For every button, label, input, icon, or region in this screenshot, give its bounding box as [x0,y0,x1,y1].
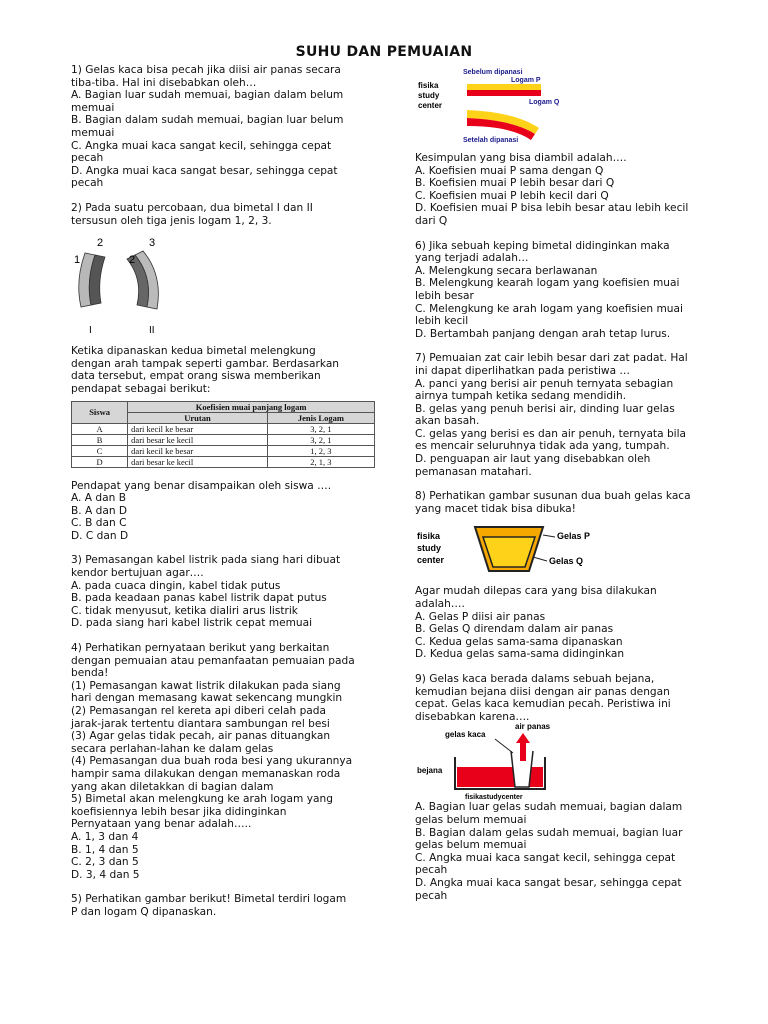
logo-fisika: fisika [417,531,441,542]
q5-option-d: D. Koefisien muai P bisa lebih besar atau lebih kecil [415,202,689,215]
cell-jenis: 3, 2, 1 [267,423,374,434]
cell-jenis: 2, 1, 3 [267,456,374,467]
q4-statement: koefisiennya lebih besar jika didinginkan [71,805,287,818]
glass-q [483,537,535,567]
question-7 [415,352,715,478]
q2-text: pendapat sebagai berikut: [71,382,211,395]
bimetal-strips-figure [71,231,191,339]
q2-option-b: B. A dan D [71,504,128,517]
q9-option-a: A. Bagian luar gelas sudah memuai, bagian dalam [415,801,683,814]
question-6 [415,240,715,341]
page-title: SUHU DAN PEMUAIAN [295,44,473,60]
glass-pointer [495,739,513,753]
glass-in-vessel-figure [415,721,565,801]
cell-urutan: dari kecil ke besar [128,445,268,456]
logam-q-label: Logam Q [529,99,560,106]
q7-option-c: C. gelas yang berisi es dan air penuh, ternyata bila [415,427,687,440]
q2-text: Ketika dipanaskan kedua bimetal melengkung [71,345,316,358]
q2-option-a: A. A dan B [71,492,126,505]
q6-option-b: B. Melengkung kearah logam yang koefisien muai [415,277,680,290]
q8-line: 8) Perhatikan gambar susunan dua buah gelas kaca [415,490,691,503]
label-1: 1 [74,254,81,267]
q8-question: adalah…. [415,598,465,611]
q4-statement: (4) Pemasangan dua buah roda besi yang ukurannya [71,755,353,768]
table-row [72,445,375,456]
q4-statement: yang akan diletakkan di bagian dalam [71,780,274,793]
q1-line: tiba-tiba. Hal ini disebabkan oleh… [71,76,257,89]
label-roman-1: I [89,325,92,337]
col-siswa-header: Siswa [72,401,128,423]
q4-question: Pernyataan yang benar adalah….. [71,818,252,831]
logo-fisikastudycenter: fisikastudycenter [465,794,523,802]
q8-line: yang macet tidak bisa dibuka! [415,502,576,515]
q4-statement: (1) Pemasangan kawat listrik dilakukan pada siang [71,679,341,692]
question-2 [71,202,371,543]
q9-option-a-cont: gelas belum memuai [415,813,527,826]
right-column [415,152,715,902]
pointer-p [543,535,555,537]
cell-urutan: dari kecil ke besar [128,423,268,434]
q6-option-a: A. Melengkung secara berlawanan [415,264,598,277]
q4-statement: hari dengan memasang kawat sekencang mungkin [71,692,343,705]
glass-q-label: Gelas Q [549,556,584,567]
q9-option-d-cont: pecah [415,889,448,902]
strip-before-p [467,84,541,90]
q9-option-d: D. Angka muai kaca sangat besar, sehingga cepat [415,876,682,889]
q7-option-b-cont: akan basah. [415,415,480,428]
cell-siswa: C [72,445,128,456]
q2-question: Pendapat yang benar disampaikan oleh siswa …. [71,479,332,492]
q1-line: 1) Gelas kaca bisa pecah jika diisi air panas secara [71,64,341,76]
cell-jenis: 3, 2, 1 [267,434,374,445]
vessel-label: bejana [417,766,443,776]
q7-line: ini dapat diperlihatkan pada peristiwa … [415,364,631,377]
strip-before-q [467,90,541,96]
logo-center: center [417,555,445,566]
cell-siswa: D [72,456,128,467]
q8-option-d: D. Kedua gelas sama-sama didinginkan [415,648,625,661]
q9-option-b: B. Bagian dalam gelas sudah memuai, bagian luar [415,826,683,839]
q7-option-c-cont: es mencair seluruhnya tidak ada yang, tumpah. [415,440,670,453]
q5-line: 5) Perhatikan gambar berikut! Bimetal terdiri logam [71,893,347,906]
q3-option-a: A. pada cuaca dingin, kabel tidak putus [71,579,281,592]
logam-p-label: Logam P [511,77,541,84]
bimetal-p-q-figure [415,64,560,144]
cell-urutan: dari besar ke kecil [128,456,268,467]
q5-line: P dan logam Q dipanaskan. [71,905,217,918]
after-heating-label: Setelah dipanasi [463,137,519,144]
question-8 [415,490,715,661]
q8-option-b: B. Gelas Q direndam dalam air panas [415,623,614,636]
q3-option-b: B. pada keadaan panas kabel listrik dapat putus [71,592,327,605]
q9-option-b-cont: gelas belum memuai [415,839,527,852]
q4-line: benda! [71,667,109,680]
glass-p-label: Gelas P [557,531,591,542]
q1-option-d: D. Angka muai kaca sangat besar, sehingga cepat [71,164,338,177]
cell-siswa: B [72,434,128,445]
q9-line: kemudian bejana diisi dengan air panas dengan [415,685,670,698]
before-heating-label: Sebelum dipanasi [463,69,523,76]
q9-option-c-cont: pecah [415,864,448,877]
col-group-header: Koefisien muai panjang logam [128,401,375,412]
q1-option-b-cont: memuai [71,126,115,139]
q9-option-c: C. Angka muai kaca sangat kecil, sehingga cepat [415,851,676,864]
q4-option-a: A. 1, 3 dan 4 [71,830,139,843]
table-row [72,423,375,434]
table-row [72,456,375,467]
q3-line: kendor bertujuan agar…. [71,567,204,580]
q7-option-a: A. panci yang berisi air penuh ternyata sebagian [415,377,674,390]
q3-line: 3) Pemasangan kabel listrik pada siang hari dibuat [71,554,341,567]
q4-statement: 5) Bimetal akan melengkung ke arah logam yang [71,793,333,806]
q6-line: yang terjadi adalah… [415,252,529,265]
q8-option-a: A. Gelas P diisi air panas [415,610,546,623]
label-3: 3 [149,237,156,250]
q2-line: tersusun oleh tiga jenis logam 1, 2, 3. [71,214,272,227]
col-jenis-header: Jenis Logam [267,412,374,423]
q5-option-a: A. Koefisien muai P sama dengan Q [415,164,604,177]
hot-water-label: air panas [515,722,551,732]
q7-option-a-cont: airnya tumpah ketika sedang mendidih. [415,390,627,403]
logo-study: study [418,91,440,100]
logo-study: study [417,543,442,554]
q2-text: data tersebut, empat orang siswa memberikan [71,370,321,383]
q7-option-d: D. penguapan air laut yang disebabkan oleh [415,453,651,466]
q2-line: 2) Pada suatu percobaan, dua bimetal I dan II [71,201,313,214]
col-urutan-header: Urutan [128,412,268,423]
q5-option-d-cont: dari Q [415,214,448,227]
left-column [71,64,371,919]
question-3 [71,554,371,630]
q7-option-d-cont: pemanasan matahari. [415,465,532,478]
q9-line: 9) Gelas kaca berada dalams sebuah bejana, [415,673,655,685]
stuck-glasses-figure [415,523,615,585]
label-2: 2 [97,237,104,250]
q5-option-b: B. Koefisien muai P lebih besar dari Q [415,177,615,190]
q1-option-a: A. Bagian luar sudah memuai, bagian dalam belum [71,89,344,102]
q1-option-c-cont: pecah [71,152,104,165]
q8-question: Agar mudah dilepas cara yang bisa dilakukan [415,585,657,598]
q1-option-b: B. Bagian dalam sudah memuai, bagian luar belum [71,114,344,127]
q4-option-c: C. 2, 3 dan 5 [71,856,139,869]
q7-option-b: B. gelas yang penuh berisi air, dinding luar gelas [415,402,675,415]
q4-line: dengan pemuaian atau pemanfaatan pemuaian pada [71,654,355,667]
logo-center: center [418,101,443,110]
q1-option-a-cont: memuai [71,101,115,114]
question-5 [71,893,371,918]
q1-option-c: C. Angka muai kaca sangat kecil, sehingga cepat [71,139,332,152]
q6-option-c-cont: lebih kecil [415,315,469,328]
q6-option-b-cont: lebih besar [415,289,474,302]
cell-jenis: 1, 2, 3 [267,445,374,456]
q4-statement: hampir sama dilakukan dengan memanaskan roda [71,767,341,780]
q2-option-d: D. C dan D [71,529,129,542]
logo-fisika: fisika [418,81,439,90]
question-4 [71,642,371,881]
student-opinion-table [71,401,375,468]
q4-statement: (2) Pemasangan rel kereta api diberi celah pada [71,705,327,717]
q5-question: Kesimpulan yang bisa diambil adalah…. [415,152,627,164]
question-1 [71,64,371,190]
q4-statement: jarak-jarak tertentu diantara sambungan rel besi [71,717,330,730]
q4-statement: (3) Agar gelas tidak pecah, air panas dituangkan [71,730,331,743]
q3-option-d: D. pada siang hari kabel listrik cepat memuai [71,617,313,630]
q7-line: 7) Pemuaian zat cair lebih besar dari zat padat. Hal [415,352,688,365]
table-row [72,434,375,445]
q8-option-c: C. Kedua gelas sama-sama dipanaskan [415,635,623,648]
q2-text: dengan arah tampak seperti gambar. Berdasarkan [71,357,340,370]
label-roman-2: II [149,325,155,337]
q1-option-d-cont: pecah [71,177,104,190]
q4-statement: secara perlahan-lahan ke dalam gelas [71,742,274,755]
pointer-q [533,557,547,561]
q9-line: cepat. Gelas kaca kemudian pecah. Peristiwa ini [415,698,671,711]
q3-option-c: C. tidak menyusut, ketika dialiri arus listrik [71,604,298,617]
q6-option-d: D. Bertambah panjang dengan arah tetap lurus. [415,327,671,340]
q5-option-c: C. Koefisien muai P lebih kecil dari Q [415,189,609,202]
q4-line: 4) Perhatikan pernyataan berikut yang berkaitan [71,642,330,655]
question-9 [415,673,715,902]
cell-urutan: dari besar ke kecil [128,434,268,445]
q2-option-c: C. B dan C [71,517,127,530]
q6-line: 6) Jika sebuah keping bimetal didinginkan maka [415,239,670,252]
q6-option-c: C. Melengkung ke arah logam yang koefisien muai [415,302,683,315]
cell-siswa: A [72,423,128,434]
glass-label: gelas kaca [445,730,486,740]
question-5-options [415,152,715,228]
q9-line: disebabkan karena…. [415,710,530,723]
q4-option-b: B. 1, 4 dan 5 [71,843,139,856]
q4-option-d: D. 3, 4 dan 5 [71,868,140,881]
label-2b: 2 [129,254,136,267]
